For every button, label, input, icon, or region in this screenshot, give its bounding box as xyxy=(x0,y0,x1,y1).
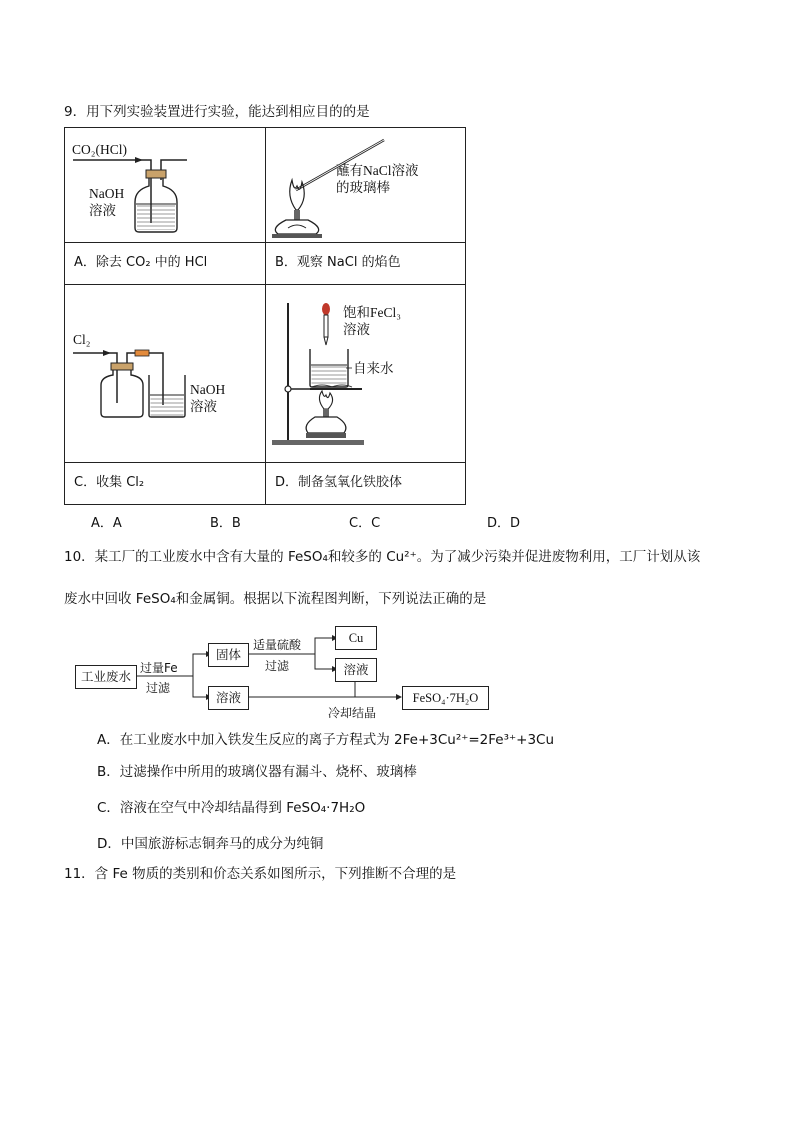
gas-collection-diagram xyxy=(65,285,265,463)
panel-d-water-label: 自来水 xyxy=(353,361,394,376)
panel-a-caption: A．除去 CO₂ 中的 HCl xyxy=(74,255,208,270)
flow-solution-top-box: 溶液 xyxy=(335,658,377,682)
flow-cool-label: 冷却结晶 xyxy=(328,706,377,720)
q11-stem: 11．含 Fe 物质的类别和价态关系如图所示，下列推断不合理的是 xyxy=(64,866,457,882)
flow-solution-bottom-box: 溶液 xyxy=(208,686,249,710)
q10-stem-line1: 10．某工厂的工业废水中含有大量的 FeSO₄和较多的 Cu²⁺。为了减少污染并促进废物利用，工厂计划从该 xyxy=(64,549,701,565)
flow-solid-box: 固体 xyxy=(208,643,249,667)
flow-cu-box: Cu xyxy=(335,626,377,650)
gas-washing-bottle-diagram xyxy=(65,128,265,243)
panel-c-gas-label: Cl₂ xyxy=(73,332,91,347)
panel-b-caption: B．观察 NaCl 的焰色 xyxy=(275,255,401,270)
panel-c-caption: C．收集 Cl₂ xyxy=(74,475,145,490)
q10-stem-line2: 废水中回收 FeSO₄和金属铜。根据以下流程图判断，下列说法正确的是 xyxy=(64,591,487,607)
q9-option-d[interactable]: D．D xyxy=(487,516,521,531)
panel-d-label-line1: 饱和FeCl₃ xyxy=(343,305,401,320)
panel-c-reagent-line1: NaOH xyxy=(190,382,226,397)
panel-a-reagent-line1: NaOH xyxy=(89,186,125,201)
panel-b-label-line2: 的玻璃棒 xyxy=(336,180,390,195)
panel-c-figure xyxy=(65,285,266,463)
panel-b-label-line1: 蘸有NaCl溶液 xyxy=(336,163,419,178)
panel-d-figure xyxy=(266,285,466,463)
panel-a-gas-label: CO₂(HCl) xyxy=(72,142,127,157)
q9-stem: 9．用下列实验装置进行实验，能达到相应目的的是 xyxy=(64,104,370,120)
q9-option-b[interactable]: B．B xyxy=(210,516,241,531)
flow-start-box: 工业废水 xyxy=(75,665,137,689)
q9-option-c[interactable]: C．C xyxy=(349,516,381,531)
panel-d-label-line2: 溶液 xyxy=(343,322,370,337)
q10-option-b[interactable]: B．过滤操作中所用的玻璃仪器有漏斗、烧杯、玻璃棒 xyxy=(97,764,417,780)
alcohol-lamp-diagram xyxy=(266,128,466,243)
q10-option-a[interactable]: A．在工业废水中加入铁发生反应的离子方程式为 2Fe+3Cu²⁺=2Fe³⁺+3Cu xyxy=(97,732,555,748)
panel-a-figure xyxy=(65,128,266,243)
q9-apparatus-table xyxy=(64,127,466,505)
panel-c-reagent-line2: 溶液 xyxy=(190,399,217,414)
panel-a-reagent-line2: 溶液 xyxy=(89,203,116,218)
panel-d-caption: D．制备氢氧化铁胶体 xyxy=(275,475,403,490)
q10-flowchart xyxy=(75,624,495,724)
q9-option-a[interactable]: A．A xyxy=(91,516,122,531)
flow-step1-top-label: 过量Fe xyxy=(140,661,178,675)
flow-step1-bottom-label: 过滤 xyxy=(146,681,171,695)
colloid-preparation-diagram xyxy=(266,285,466,463)
flow-acid-bottom-label: 过滤 xyxy=(265,659,290,673)
flow-acid-top-label: 适量硫酸 xyxy=(253,638,302,652)
q10-option-d[interactable]: D．中国旅游标志铜奔马的成分为纯铜 xyxy=(97,836,324,852)
panel-b-figure xyxy=(266,128,466,243)
flow-product-box: FeSO₄·7H₂O xyxy=(402,686,489,710)
q10-option-c[interactable]: C．溶液在空气中冷却结晶得到 FeSO₄·7H₂O xyxy=(97,800,366,816)
